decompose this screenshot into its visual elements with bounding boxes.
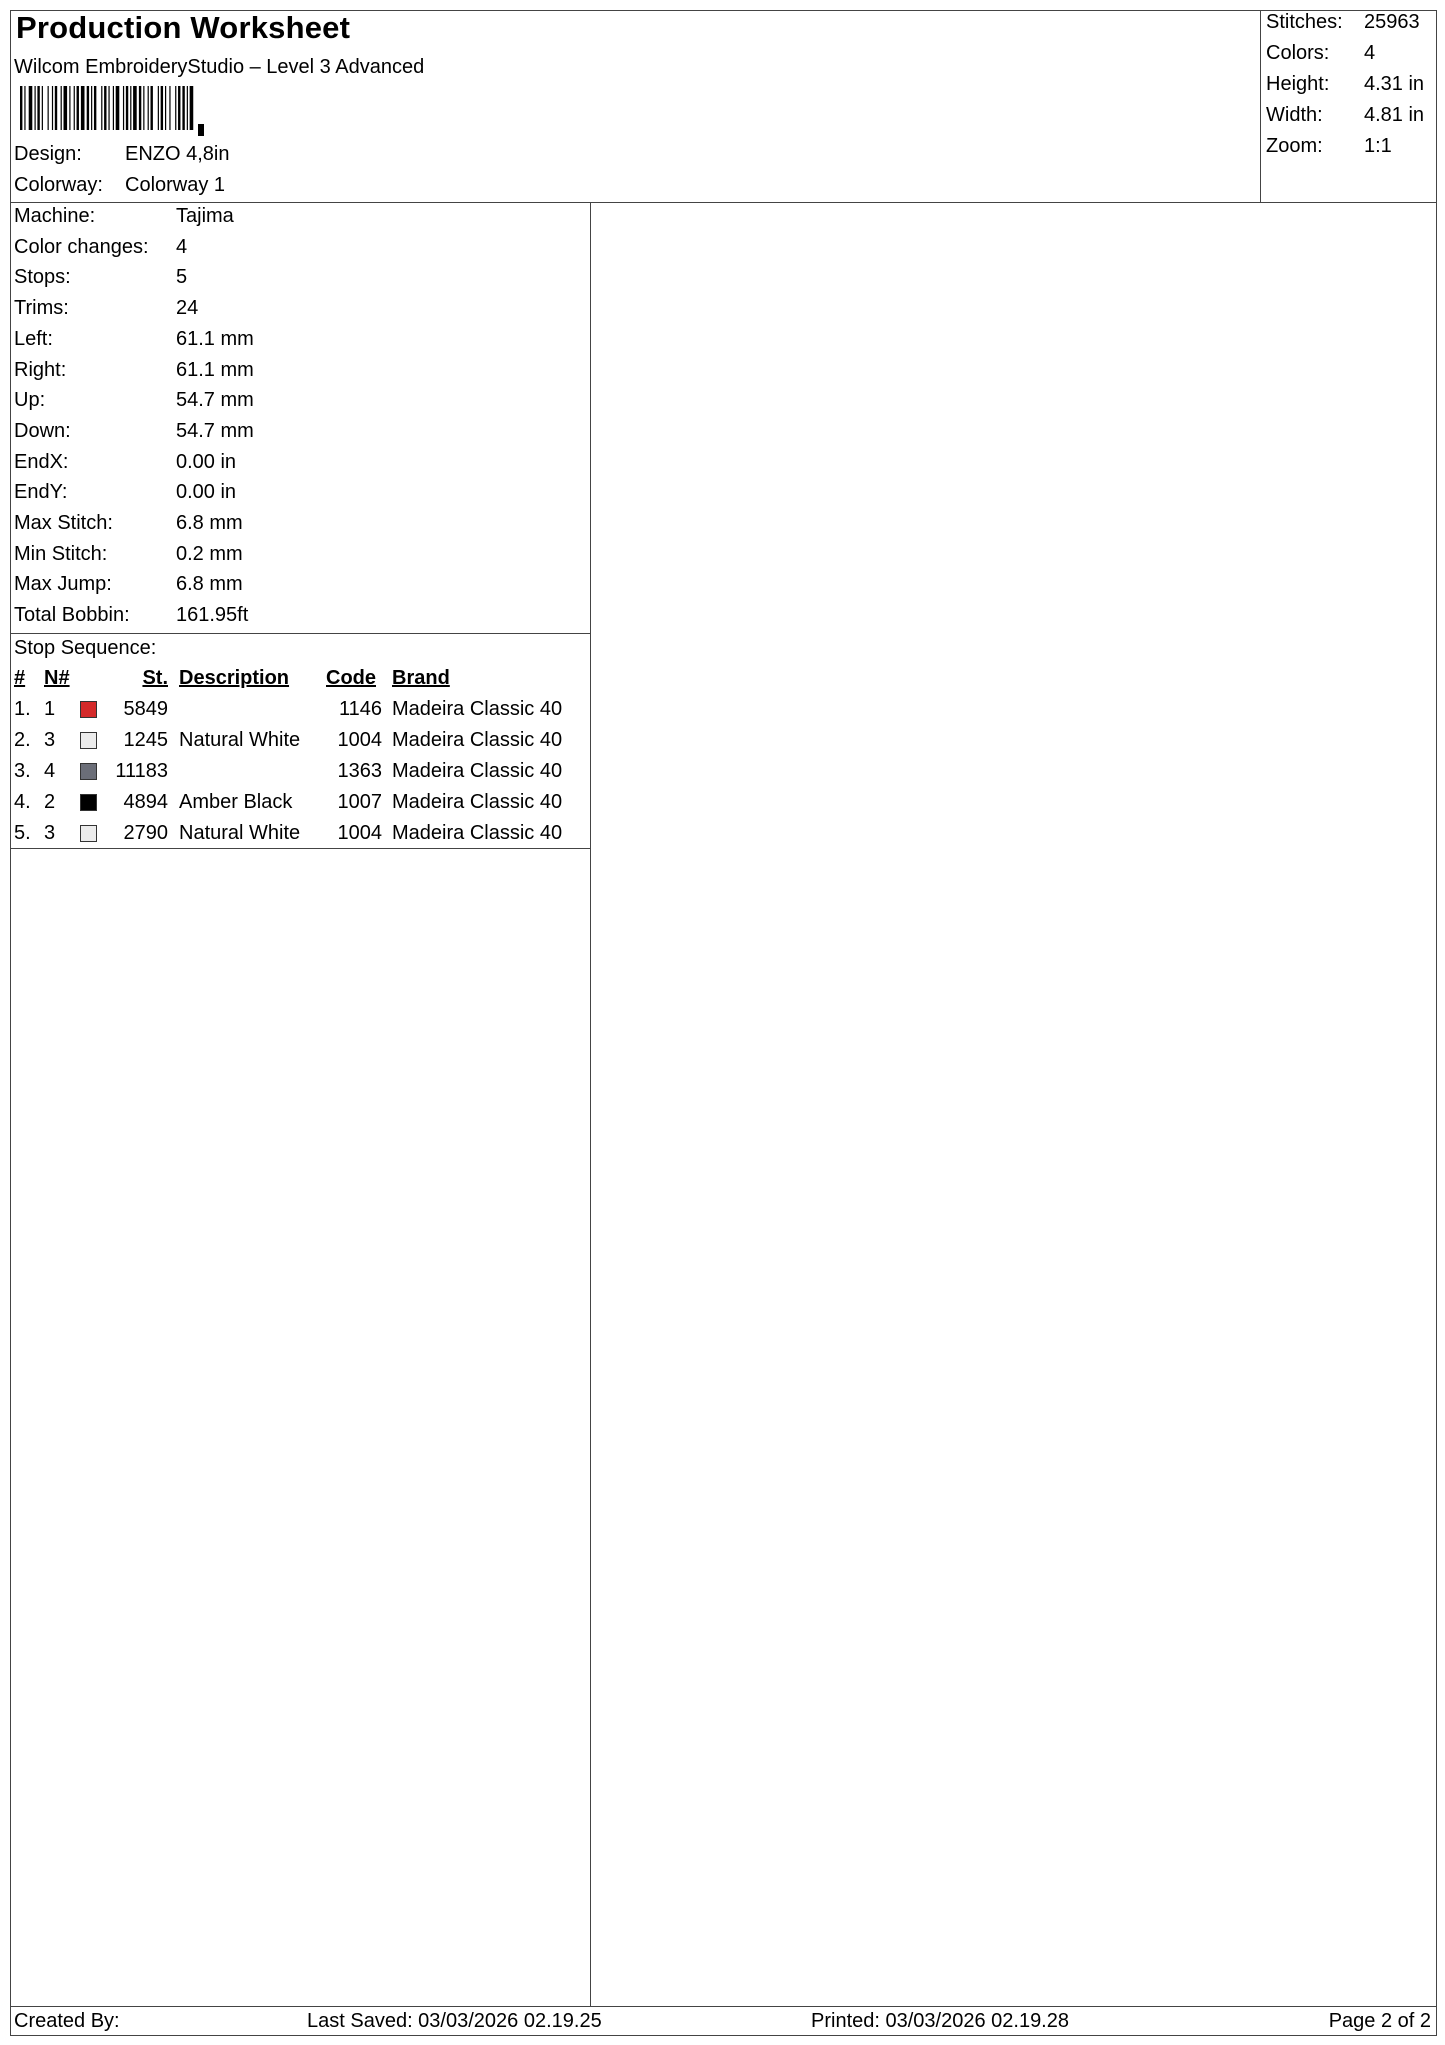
up-value: 54.7 mm (176, 389, 254, 412)
design-summary (1260, 10, 1437, 203)
stop-row-1-stitches: 5849 (123, 698, 168, 720)
zoom-label: Zoom: (1266, 135, 1323, 157)
stop-row-2-brand: Madeira Classic 40 (392, 729, 563, 751)
stop-row-5-brand: Madeira Classic 40 (392, 822, 563, 844)
height-row (1266, 73, 1424, 96)
up-label: Up: (14, 389, 46, 412)
colorway-value: Colorway 1 (125, 174, 226, 196)
page-number: Page 2 of 2 (1328, 2010, 1431, 2032)
stop-sequence-title: Stop Sequence: (14, 637, 157, 659)
stop-row-1-brand: Madeira Classic 40 (392, 698, 563, 720)
stop-row-2-needle: 3 (44, 729, 56, 751)
page-title: Production Worksheet (16, 10, 351, 45)
design-row (14, 143, 229, 166)
stop-row-4-description: Amber Black (179, 791, 293, 813)
max-stitch-label: Max Stitch: (14, 512, 113, 534)
stop-row-3-brand: Madeira Classic 40 (392, 760, 563, 782)
stops-row (14, 266, 187, 289)
endx-value: 0.00 in (176, 450, 237, 473)
zoom-row (1266, 135, 1392, 158)
printed-date: Printed: 03/03/2026 02.19.28 (811, 2010, 1069, 2032)
machine-value: Tajima (176, 205, 234, 227)
stop-row-3-stitches: 11183 (115, 760, 168, 782)
last-saved: Last Saved: 03/03/2026 02.19.25 (307, 2010, 602, 2032)
min-stitch-label: Min Stitch: (14, 542, 108, 565)
col-header-stitches: St. (142, 667, 168, 689)
trims-label: Trims: (14, 297, 69, 320)
trims-value: 24 (176, 297, 199, 320)
stop-sequence (10, 634, 591, 849)
left-label: Left: (14, 327, 53, 350)
stops-value: 5 (176, 266, 188, 289)
col-header-code: Code (326, 667, 376, 689)
stop-row-3-needle: 4 (44, 760, 56, 782)
design-label: Design: (14, 143, 82, 165)
col-header-description: Description (179, 667, 290, 689)
stop-row-5-stitches: 2790 (123, 822, 168, 844)
colors-row (1266, 42, 1375, 65)
stitches-value: 25963 (1364, 11, 1420, 33)
max-jump-label: Max Jump: (14, 573, 112, 596)
colorway-label: Colorway: (14, 174, 103, 196)
max-stitch-value: 6.8 mm (176, 512, 243, 534)
stitches-row (1266, 11, 1420, 34)
col-header-num: # (14, 667, 26, 689)
height-value: 4.31 in (1364, 73, 1425, 95)
width-value: 4.81 in (1364, 104, 1425, 126)
colorway-row (14, 174, 225, 197)
stop-row-4-num: 4. (14, 791, 31, 813)
right-row (14, 359, 254, 382)
right-label: Right: (14, 358, 67, 381)
up-row (14, 389, 254, 412)
zoom-value: 1:1 (1364, 135, 1392, 157)
worksheet-header (10, 10, 1437, 203)
design-preview-area (591, 202, 1437, 2006)
stops-label: Stops: (14, 266, 71, 289)
endx-row (14, 451, 236, 474)
created-by: Created By: (14, 2010, 120, 2032)
color-changes-label: Color changes: (14, 235, 149, 258)
height-label: Height: (1266, 73, 1330, 95)
left-panel (10, 202, 591, 2006)
stop-row-5-description: Natural White (179, 822, 301, 844)
barcode (20, 86, 310, 142)
stop-row-1-needle: 1 (44, 698, 56, 720)
stop-row-4-needle: 2 (44, 791, 56, 813)
software-name: Wilcom EmbroideryStudio – Level 3 Advanced (14, 56, 425, 78)
total-bobbin-label: Total Bobbin: (14, 604, 130, 627)
width-label: Width: (1266, 104, 1323, 126)
machine-details (10, 202, 591, 634)
max-jump-row (14, 573, 243, 596)
stop-row-1-num: 1. (14, 698, 31, 720)
colors-value: 4 (1364, 42, 1376, 64)
stop-row-3-code: 1363 (337, 760, 382, 782)
col-header-brand: Brand (392, 667, 450, 689)
worksheet-footer (10, 2006, 1437, 2036)
endx-label: EndX: (14, 450, 69, 473)
total-bobbin-row (14, 604, 248, 627)
color-changes-row (14, 236, 187, 259)
stop-row-5-num: 5. (14, 822, 31, 844)
machine-row (14, 205, 234, 228)
stop-row-1-code: 1146 (338, 698, 382, 720)
design-value: ENZO 4,8in (125, 143, 230, 165)
max-stitch-row (14, 512, 243, 535)
stop-row-2-stitches: 1245 (123, 729, 168, 751)
max-jump-value: 6.8 mm (176, 573, 243, 596)
down-row (14, 420, 254, 443)
stitches-label: Stitches: (1266, 11, 1343, 33)
stop-row-2-description: Natural White (179, 729, 301, 751)
min-stitch-row (14, 543, 243, 566)
stop-row-2-num: 2. (14, 729, 31, 751)
endy-value: 0.00 in (176, 481, 237, 504)
endy-label: EndY: (14, 481, 68, 504)
stop-row-2-code: 1004 (337, 729, 382, 751)
stop-row-4-code: 1007 (337, 791, 382, 813)
stop-row-4-stitches: 4894 (123, 791, 168, 813)
left-value: 61.1 mm (176, 327, 254, 350)
total-bobbin-value: 161.95ft (176, 604, 249, 627)
machine-label: Machine: (14, 205, 96, 227)
color-changes-value: 4 (176, 235, 188, 258)
stop-row-3-num: 3. (14, 760, 31, 782)
stop-row-5-code: 1004 (337, 822, 382, 844)
stop-row-5-needle: 3 (44, 822, 56, 844)
colors-label: Colors: (1266, 42, 1330, 64)
left-row (14, 328, 254, 351)
min-stitch-value: 0.2 mm (176, 542, 243, 565)
right-value: 61.1 mm (176, 358, 254, 381)
stop-row-4-brand: Madeira Classic 40 (392, 791, 563, 813)
trims-row (14, 297, 198, 320)
endy-row (14, 481, 236, 504)
col-header-needle: N# (44, 667, 70, 689)
down-value: 54.7 mm (176, 419, 254, 442)
width-row (1266, 104, 1424, 127)
down-label: Down: (14, 419, 71, 442)
